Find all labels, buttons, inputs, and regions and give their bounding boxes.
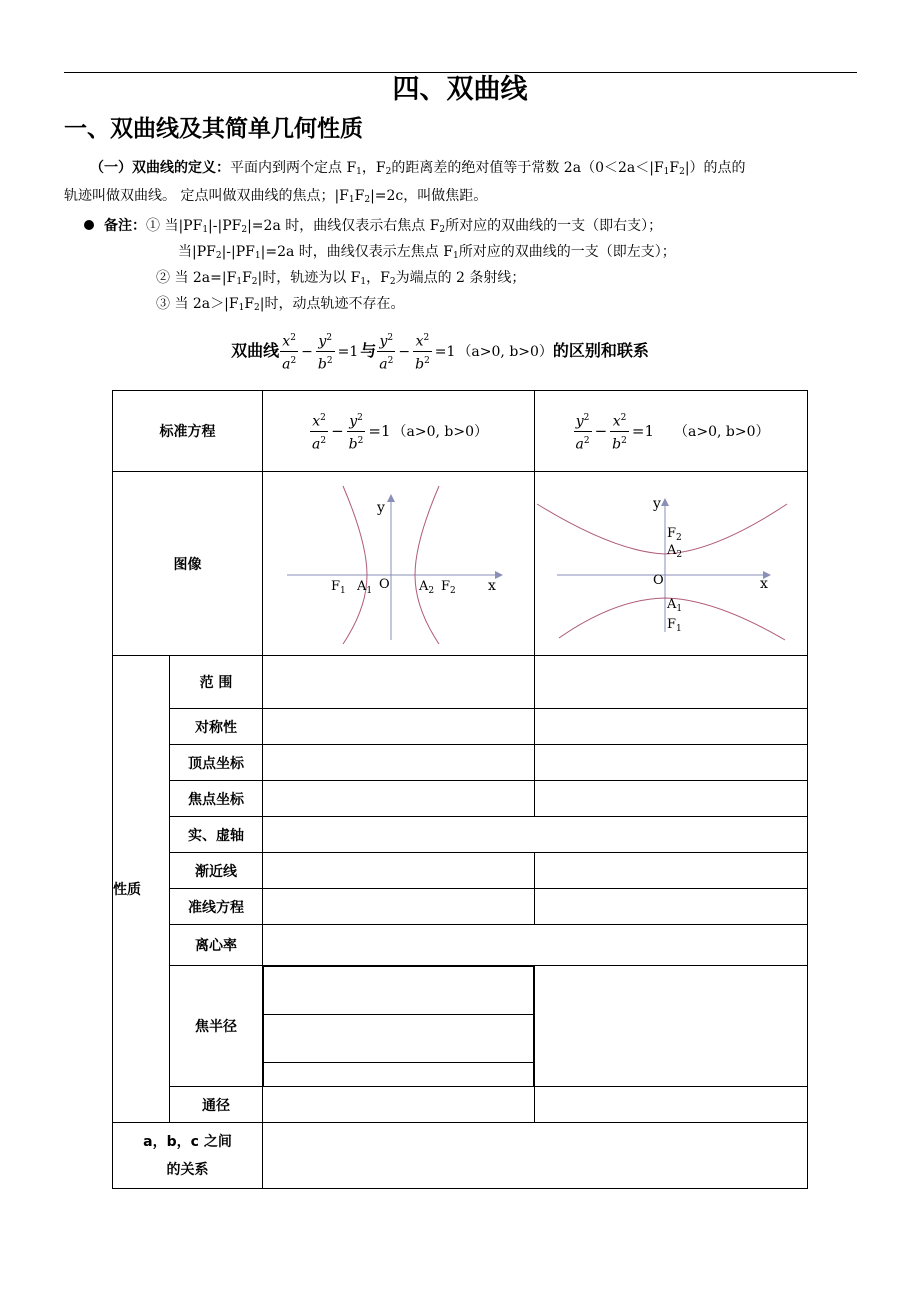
section-title: 一、双曲线及其简单几何性质 [64, 116, 363, 142]
cell-range-1 [263, 656, 535, 709]
row-abc-relation [113, 1123, 808, 1189]
fraction-y-b: $\frac{y^2}{b^2}$ [316, 329, 335, 373]
cell-focal-radius-2 [535, 966, 808, 1087]
a1-label: $A_1$ [667, 597, 683, 614]
label-axes: 实、虚轴 [170, 817, 263, 853]
cell-asymptote-1 [263, 853, 535, 889]
cell-asymptote-2 [535, 853, 808, 889]
comparison-heading: 双曲线 $\frac{x^2}{a^2}$ − $\frac{y^2}{b^2}$ =1 与 $\frac{y^2}{a^2}$ − $\frac{x^2}{b^2}$ =1 （a>0, b>0）的区别和联系 [0, 326, 880, 377]
a2-label: $A_2$ [419, 579, 435, 596]
label-range: 范 围 [170, 656, 263, 709]
row-asymptote [113, 853, 808, 889]
f2-label: $F_2$ [667, 526, 682, 543]
note-line-4: ③ 当 $2a>|F_1F_2|$时，动点轨迹不存在。 [156, 296, 405, 313]
right-branch [415, 486, 439, 644]
label-symmetry: 对称性 [170, 709, 263, 745]
a1-label: $A_1$ [357, 579, 373, 596]
focal-radius-sub-2 [264, 1014, 534, 1062]
cell-latus-1 [263, 1087, 535, 1123]
cell-directrix-2 [535, 889, 808, 925]
definition-line-2: 轨迹叫做双曲线。 定点叫做双曲线的焦点；$|F_1F_2|=2c$，叫做焦距。 [64, 188, 488, 205]
cell-vertex-2 [535, 745, 808, 781]
label-vertex: 顶点坐标 [170, 745, 263, 781]
focal-radius-sub-3 [264, 1062, 534, 1086]
row-vertex [113, 745, 808, 781]
cell-focus-1 [263, 781, 535, 817]
x-label: x [488, 578, 496, 594]
row-standard-equation [113, 391, 808, 472]
row-symmetry [113, 709, 808, 745]
origin-label: O [379, 577, 390, 592]
y-axis-arrow-icon [387, 494, 395, 502]
row-focal-radius [113, 966, 808, 1087]
label-asymptote: 渐近线 [170, 853, 263, 889]
label-focus: 焦点坐标 [170, 781, 263, 817]
cell-eccentricity [263, 925, 808, 966]
comparison-table [112, 390, 808, 1189]
fraction-x-b: $\frac{x^2}{b^2}$ [413, 329, 432, 373]
cell-symmetry-2 [535, 709, 808, 745]
label-latus: 通径 [170, 1087, 263, 1123]
label-image: 图像 [113, 472, 263, 656]
label-properties: 性质 [113, 656, 170, 1123]
equation-horizontal: $\frac{x^2}{a^2}$ − $\frac{y^2}{b^2}$ =1 （a>0, b>0） [263, 391, 535, 472]
row-directrix [113, 889, 808, 925]
y-label: y [377, 500, 385, 516]
cell-focus-2 [535, 781, 808, 817]
x-axis-arrow-icon [495, 571, 503, 579]
cell-symmetry-1 [263, 709, 535, 745]
row-eccentricity [113, 925, 808, 966]
row-image [113, 472, 808, 656]
focal-radius-sub-1 [264, 967, 534, 1015]
upper-branch [537, 504, 787, 554]
fraction-x-a: $\frac{x^2}{a^2}$ [280, 329, 298, 373]
horizontal-hyperbola-graph [263, 472, 535, 655]
cell-latus-2 [535, 1087, 808, 1123]
doc-title: 四、双曲线 [392, 74, 528, 105]
row-range [113, 656, 808, 709]
note-label: 备注： [104, 218, 146, 234]
label-abc-relation: a，b，c 之间 的关系 [113, 1123, 263, 1189]
cell-focal-radius-1 [263, 966, 535, 1087]
definition-line-1: （一）双曲线的定义：平面内到两个定点 $F_1$，$F_2$的距离差的绝对值等于常数 $2a(0<2a<|F_1F_2|)$的点的 [90, 160, 746, 177]
row-latus [113, 1087, 808, 1123]
equation-vertical: $\frac{y^2}{a^2}$ − $\frac{x^2}{b^2}$ =1 （a>0, b>0） [535, 391, 808, 472]
label-standard-equation: 标准方程 [113, 391, 263, 472]
label-focal-radius: 焦半径 [170, 966, 263, 1087]
bullet-icon [84, 220, 94, 230]
x-label: x [760, 576, 768, 592]
a2-label: $A_2$ [667, 543, 683, 560]
row-axes [113, 817, 808, 853]
note-line-3: ② 当 $2a=|F_1F_2|$时，轨迹为以 $F_1$，$F_2$为端点的 2 条射线； [156, 270, 526, 287]
y-label: y [653, 496, 661, 512]
note-line-1: 备注：① 当$|PF_1|-|PF_2|=2a$ 时，曲线仅表示右焦点 $F_2$所对应的双曲线的一支（即右支）； [84, 216, 662, 240]
label-eccentricity: 离心率 [170, 925, 263, 966]
focal-radius-subgrid [263, 966, 534, 1086]
definition-label: （一）双曲线的定义： [90, 160, 230, 176]
f1-label: $F_1$ [331, 579, 346, 596]
label-directrix: 准线方程 [170, 889, 263, 925]
f2-label: $F_2$ [441, 579, 456, 596]
note-line-2: 当$|PF_2|-|PF_1|=2a$ 时，曲线仅表示左焦点 $F_1$所对应的双曲线的一支（即左支）； [178, 244, 676, 261]
origin-label: O [653, 573, 664, 588]
cell-abc-relation [263, 1123, 808, 1189]
graph-vertical-cell [535, 472, 808, 656]
cell-range-2 [535, 656, 808, 709]
cell-axes [263, 817, 808, 853]
cell-vertex-1 [263, 745, 535, 781]
graph-horizontal-cell [263, 472, 535, 656]
vertical-hyperbola-graph [535, 472, 808, 655]
f1-label: $F_1$ [667, 617, 682, 634]
y-axis-arrow-icon [661, 498, 669, 506]
left-branch [343, 486, 367, 644]
row-focus [113, 781, 808, 817]
cell-directrix-1 [263, 889, 535, 925]
fraction-y-a: $\frac{y^2}{a^2}$ [377, 329, 395, 373]
